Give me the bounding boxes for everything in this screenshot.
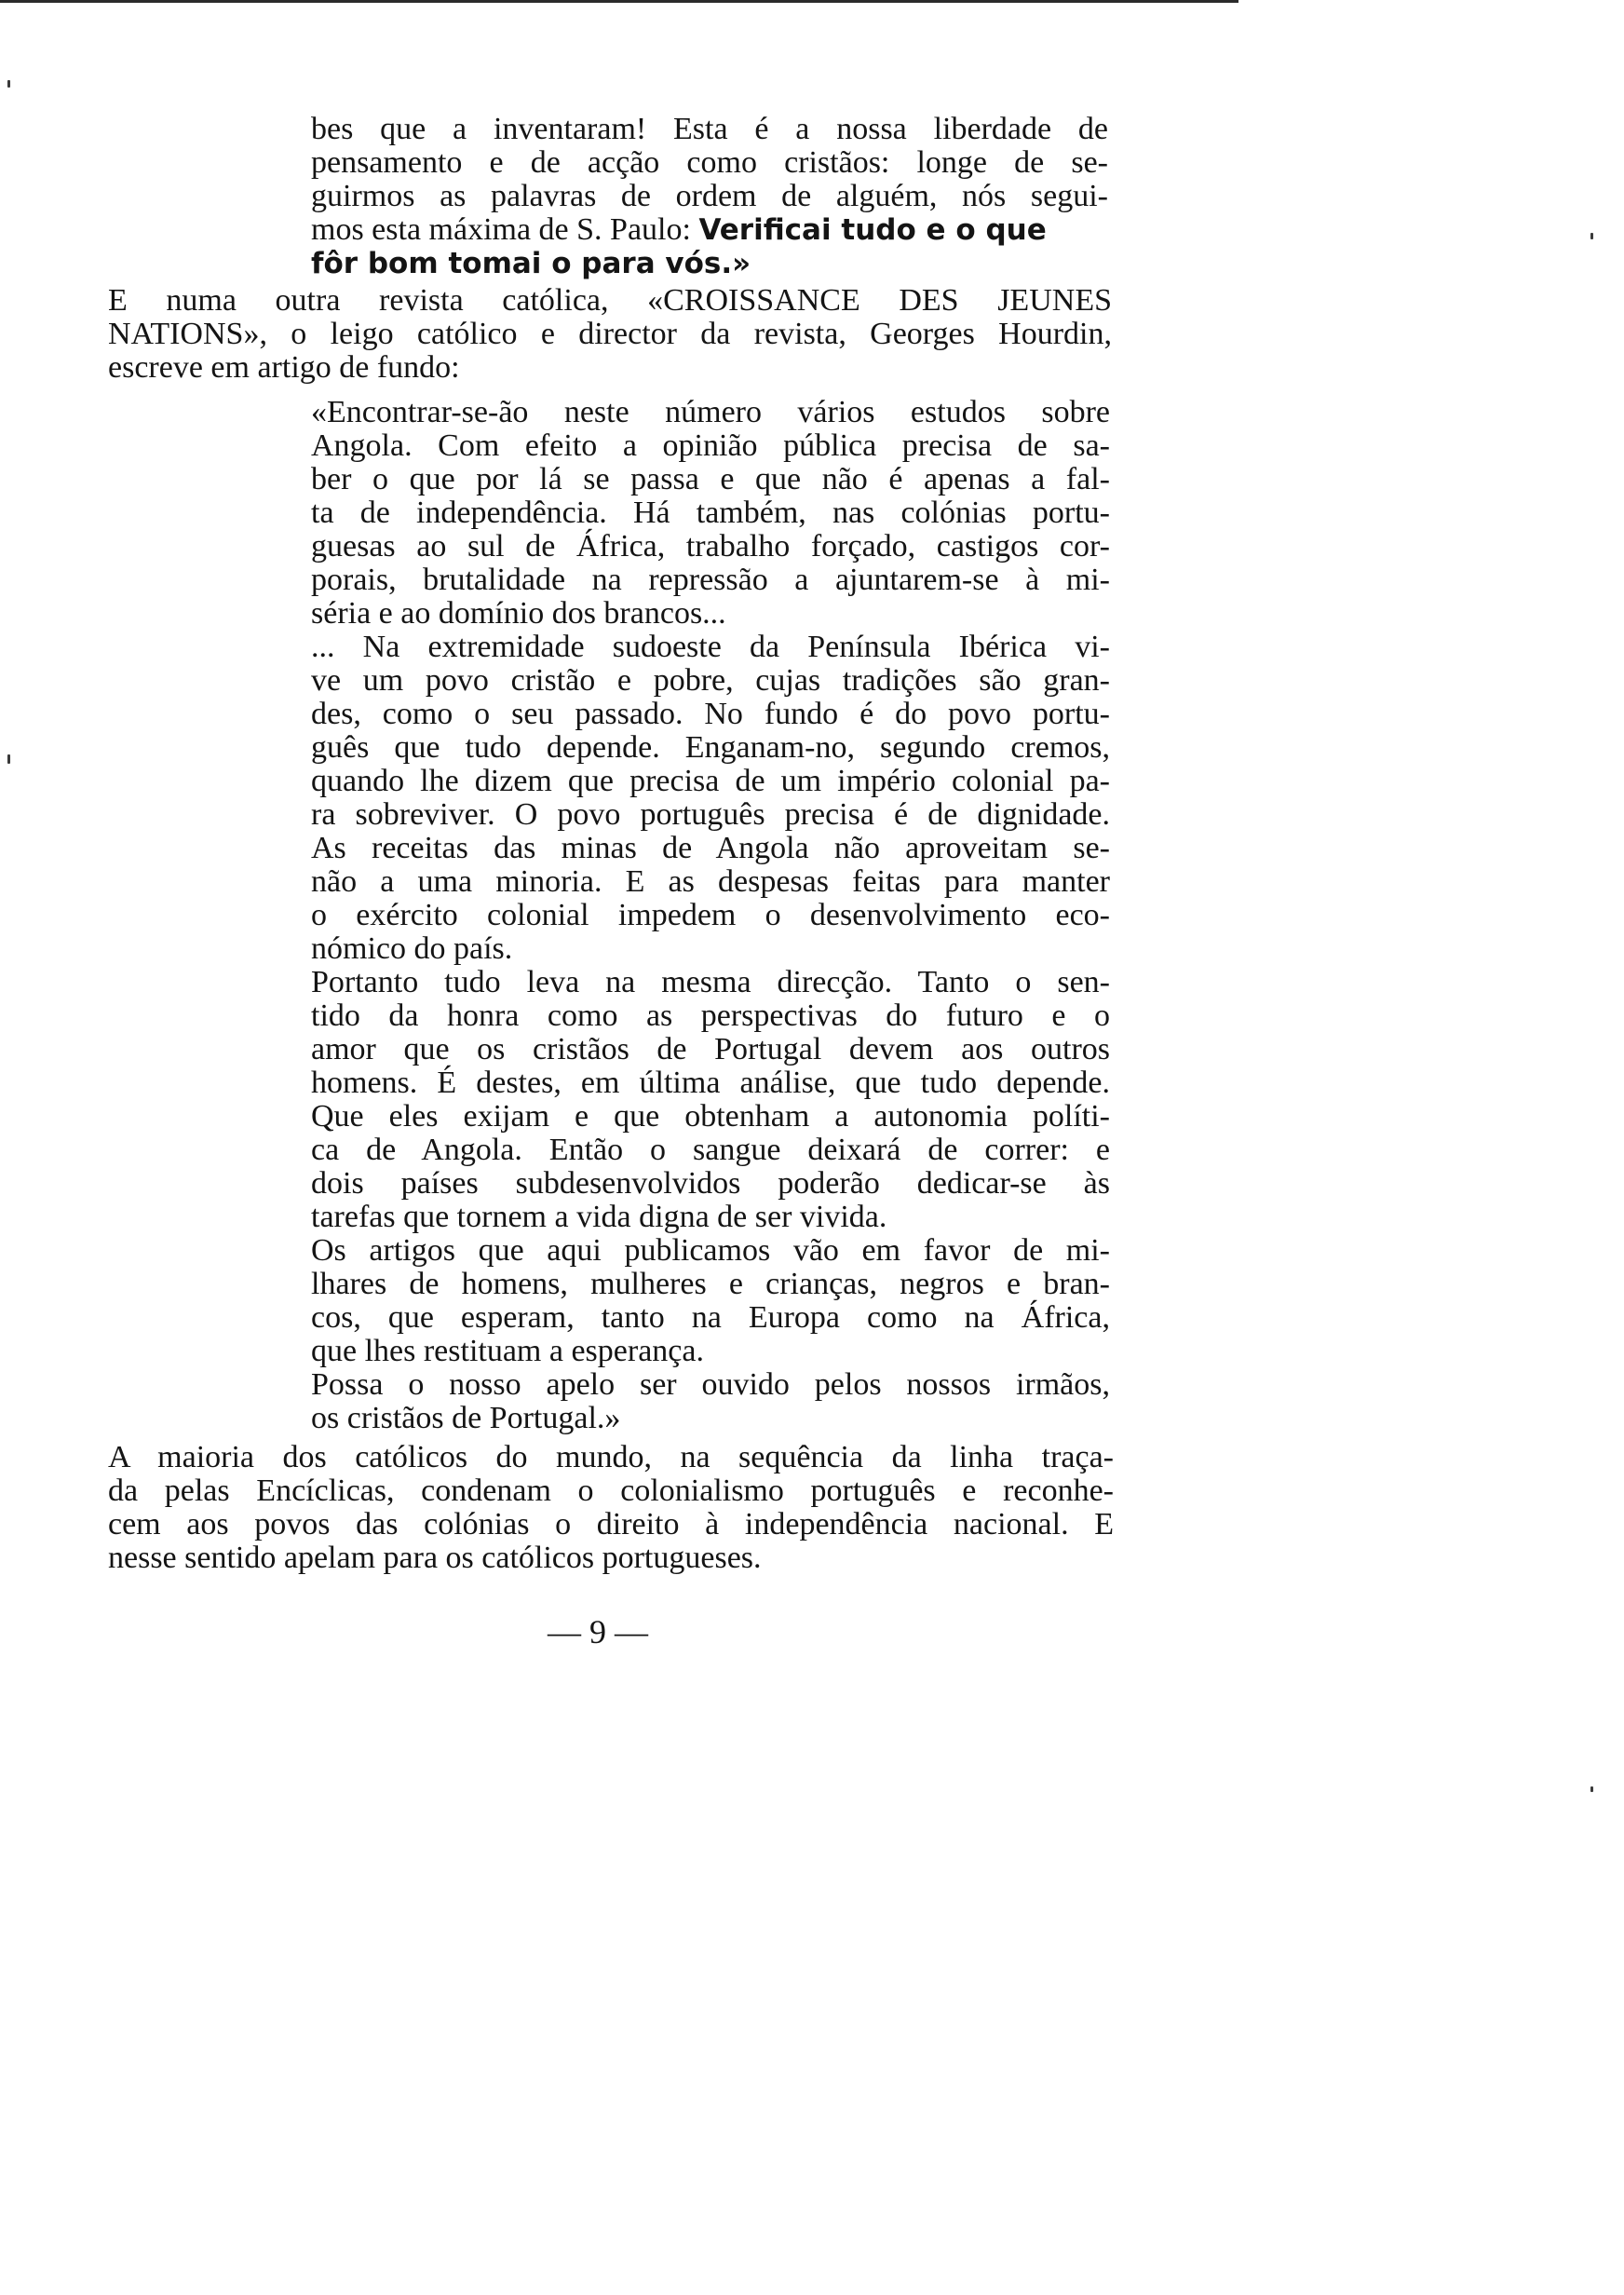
emphasis-text: Verificai tudo e o que — [698, 213, 1047, 247]
text-line: os cristãos de Portugal.» — [311, 1401, 621, 1435]
text-line — [311, 214, 1108, 248]
text-line: amor que os cristãos de Portugal devem aos outros — [311, 1032, 1110, 1066]
scan-speck — [1590, 1786, 1593, 1792]
text-line: pensamento e de acção como cristãos: longe de se- — [311, 145, 1108, 180]
scan-speck — [7, 80, 10, 88]
text-line: ta de independência. Há também, nas colónias portu- — [311, 496, 1110, 530]
top-border-rule — [0, 0, 1238, 3]
text-line: Angola. Com efeito a opinião pública precisa de sa- — [311, 428, 1110, 463]
text-run: mos esta máxima de S. Paulo: — [311, 212, 699, 247]
text-line: Portanto tudo leva na mesma direcção. Tanto o sen- — [311, 965, 1110, 999]
text-line: tarefas que tornem a vida digna de ser vivida. — [311, 1200, 887, 1234]
text-line: que lhes restituam a esperança. — [311, 1334, 704, 1368]
scan-speck — [7, 754, 10, 764]
text-line: dois países subdesenvolvidos poderão dedicar-se às — [311, 1166, 1110, 1201]
text-line: homens. É destes, em última análise, que tudo depende. — [311, 1066, 1110, 1100]
text-line: E numa outra revista católica, «CROISSANCE DES JEUNES — [108, 283, 1112, 318]
text-line: da pelas Encíclicas, condenam o colonialismo português e reconhe- — [108, 1473, 1114, 1508]
scan-speck — [1590, 233, 1593, 239]
page-number: — 9 — — [548, 1613, 648, 1650]
text-line: guesas ao sul de África, trabalho forçado, castigos cor- — [311, 529, 1110, 564]
text-line: ca de Angola. Então o sangue deixará de correr: e — [311, 1133, 1110, 1167]
text-line: nesse sentido apelam para os católicos portugueses. — [108, 1541, 762, 1575]
text-line: tido da honra como as perspectivas do futuro e o — [311, 998, 1110, 1033]
text-line: guirmos as palavras de ordem de alguém, nós segui- — [311, 179, 1108, 213]
text-line: des, como o seu passado. No fundo é do povo portu- — [311, 697, 1110, 731]
text-line: ... Na extremidade sudoeste da Península Ibérica vi- — [311, 630, 1110, 664]
text-line: séria e ao domínio dos brancos... — [311, 596, 726, 631]
text-line: bes que a inventaram! Esta é a nossa liberdade de — [311, 112, 1108, 146]
text-line: porais, brutalidade na repressão a ajuntarem-se à mi- — [311, 563, 1110, 597]
text-line: Possa o nosso apelo ser ouvido pelos nossos irmãos, — [311, 1367, 1110, 1402]
text-line: quando lhe dizem que precisa de um império colonial pa- — [311, 764, 1110, 798]
text-line: escreve em artigo de fundo: — [108, 350, 460, 385]
text-line: «Encontrar-se-ão neste número vários estudos sobre — [311, 395, 1110, 429]
text-line: cem aos povos das colónias o direito à independência nacional. E — [108, 1507, 1114, 1541]
text-line: não a uma minoria. E as despesas feitas para manter — [311, 864, 1110, 899]
text-line: ber o que por lá se passa e que não é apenas a fal- — [311, 462, 1110, 496]
emphasis-text: fôr bom tomai o para vós.» — [311, 247, 751, 280]
text-line: Os artigos que aqui publicamos vão em favor de mi- — [311, 1233, 1110, 1268]
text-line: cos, que esperam, tanto na Europa como na África, — [311, 1300, 1110, 1335]
text-line: o exército colonial impedem o desenvolvimento eco- — [311, 898, 1110, 932]
text-line: Que eles exijam e que obtenham a autonomia políti- — [311, 1099, 1110, 1134]
text-line: nómico do país. — [311, 931, 513, 966]
text-line: A maioria dos católicos do mundo, na sequência da linha traça- — [108, 1440, 1114, 1474]
text-line: guês que tudo depende. Enganam-no, segundo cremos, — [311, 730, 1110, 765]
text-line: lhares de homens, mulheres e crianças, negros e bran- — [311, 1267, 1110, 1301]
text-line: As receitas das minas de Angola não aproveitam se- — [311, 831, 1110, 865]
text-line: ra sobreviver. O povo português precisa é de dignidade. — [311, 797, 1110, 832]
text-line: ve um povo cristão e pobre, cujas tradições são gran- — [311, 663, 1110, 698]
text-line: NATIONS», o leigo católico e director da revista, Georges Hourdin, — [108, 317, 1112, 351]
